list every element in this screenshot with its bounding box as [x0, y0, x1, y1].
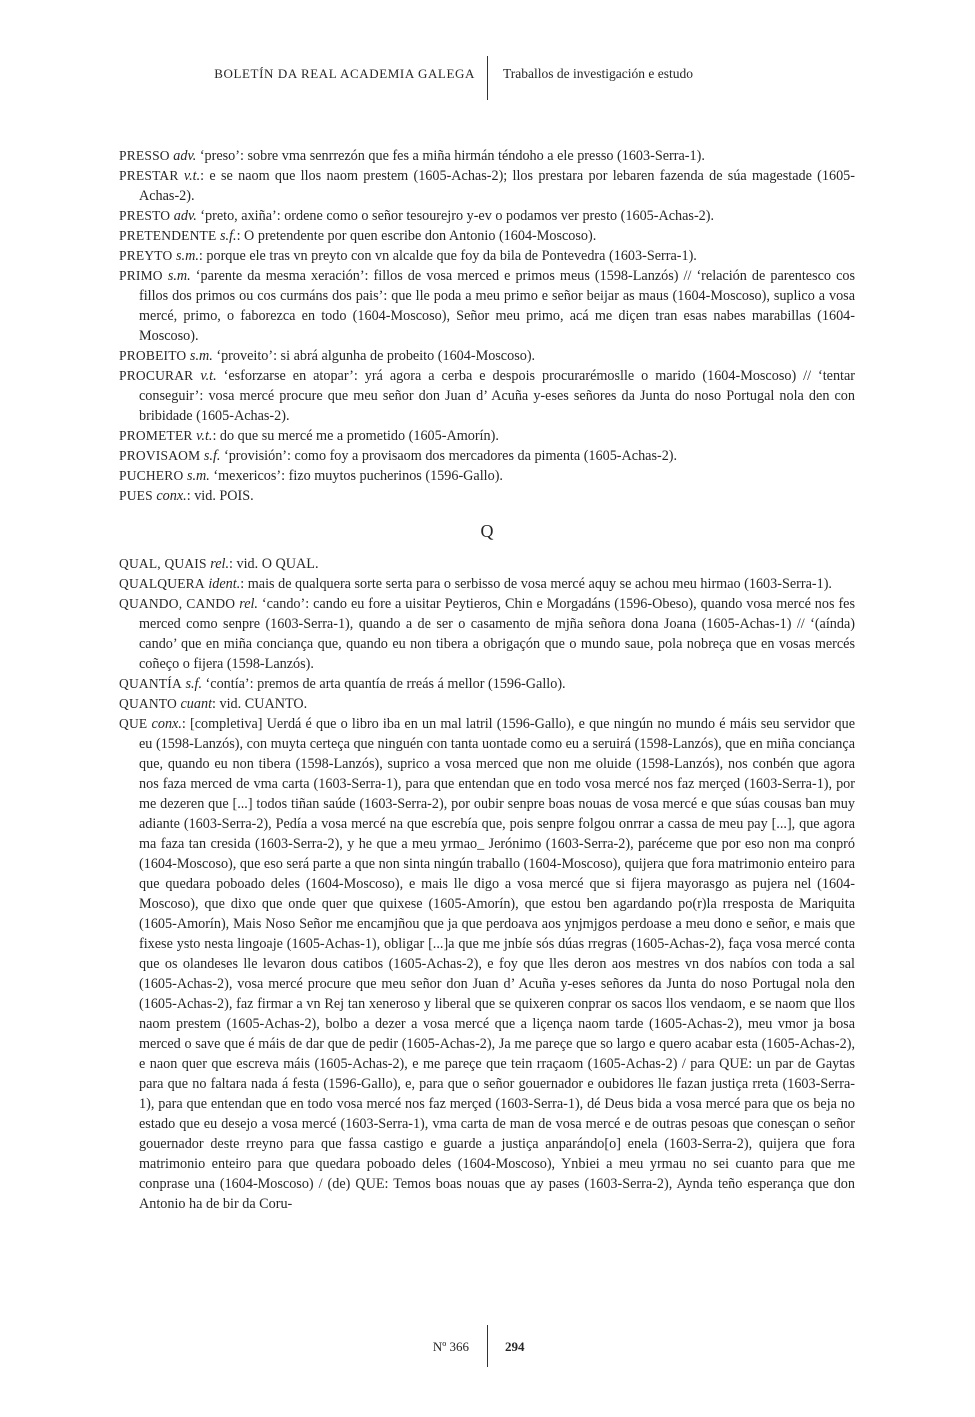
- entry-grammar: v.t.: [196, 428, 213, 444]
- entry-grammar: adv.: [173, 208, 197, 224]
- entry-grammar: v.t.: [183, 168, 201, 184]
- entry-lemma: QUALQUERA: [119, 576, 205, 591]
- entry-lemma: PRESSO: [119, 148, 170, 163]
- entry-definition: : vid. O QUAL.: [229, 556, 319, 572]
- dictionary-entry: [119, 554, 855, 574]
- entry-definition: ‘preto, axiña’: ordene como o señor tesourejro y-ev o podamos ver presto (1605-Achas-2).: [196, 208, 715, 224]
- dictionary-entry: [119, 694, 855, 714]
- entry-lemma: PUCHERO: [119, 468, 184, 483]
- entry-grammar: rel.: [210, 556, 230, 572]
- dictionary-entry: [119, 346, 855, 366]
- entry-grammar: s.f.: [203, 448, 221, 464]
- dictionary-entry: [119, 246, 855, 266]
- entry-definition: : vid. CUANTO.: [212, 696, 308, 712]
- section-letter-heading: Q: [480, 521, 494, 541]
- dictionary-entry: [119, 366, 855, 426]
- page-number: 294: [505, 1339, 525, 1354]
- dictionary-entry: [119, 146, 855, 166]
- entry-grammar: adv.: [173, 148, 197, 164]
- entries-p-list: [119, 146, 855, 506]
- dictionary-entry: [119, 426, 855, 446]
- entry-lemma: PUES: [119, 488, 153, 503]
- page-footer: [0, 1325, 975, 1367]
- dictionary-entry: [119, 594, 855, 674]
- entry-lemma: PROVISAOM: [119, 448, 201, 463]
- entry-lemma: PROBEITO: [119, 348, 187, 363]
- entry-lemma: QUE: [119, 716, 148, 731]
- entry-lemma: PRESTO: [119, 208, 171, 223]
- dictionary-entry: [119, 266, 855, 346]
- entry-grammar: v.t.: [200, 368, 217, 384]
- dictionary-entry: [119, 574, 855, 594]
- entry-definition: : [completiva] Uerdá é que o libro iba en un mal latril (1596-Gallo), e que ningún no mundo é máis seu servidor que eu (1598-Lanzós), con muyta certeça que ninguén con tanta uontade como eu a seruirá (1598-Lanzós), que en miña conciança que, quando eu non tibera (1598-Lanzós), suprico a vosa merced que non me oluide (1598-Lanzós), nos conbén que agora nos faza merced de vma carta (1603-Serra-1), para que entendan que en todo vosa mercé nos faz merçed (1603-Serra-1), por me dezeren que [...] todos tiñan saúde (1603-Serra-2), por oubir senpre boas nouas de vosa mercé e que súas cousas ban muy adiante (1603-Serra-2), Pedía a vosa mercé na que escrebía que, pois senpre folgou onrrar a cassa de meu pay [...], que agora ma faza tan cresida (1603-Serra-2), y he que a meu yrmao_ Jerónimo (1603-Serra-2), paréceme que por eso non ma conpró (1604-Moscoso), que eso será parte a que non sinta ningún traballo (1604-Moscoso), quijera que fora matrimonio enteiro para que quedara poboado deles (1604-Moscoso), e mais lle digo a vosa mercé que si fijera mayorasgo as pujera nel (1604-Moscoso), que dixo que onde quer que quixese (1605-Amorín), que estou ben agardando po(r)la rresposta de Mariquita (1605-Amorín), Mais Noso Señor me encamjñou que ja que perdoava aos ynjmjgos perdoase a meu dono e señor, e mais que fixese ysto nesta lingoaje (1605-Achas-1), obligar [...]a que me jnbíe sós dúas rregras (1605-Achas-2), faça vosa mercé conta que os olandeses lle levaron dous catibos (1605-Achas-2), e foy que lles deron aos mestres vn dos nabíos con toda a sal (1605-Achas-2), vosa mercé procure que meu señor don Juan d’ Acuña y-eses señores da Junta do noso Portugal nola den (1605-Achas-2), faz firmar a vn Rej tan xeneroso y liberal que se quixeren conprar os sacos llos vendaom, e se naom que llos naom prestem (1605-Achas-2), bolbo a dezer a vosa mercé que a liçença naom tarde (1605-Achas-2), meu vmor ja bosa merced o save que é máis de dar que de pedir (1605-Achas-2), Ja me pareçe que so largo e quero acabar esta (1605-Achas-2), e naon quer que escreva máis (1605-Achas-2), e me pareçe que tein rraçaom (1605-Achas-2) / para QUE: un par de Gaytas para que no faltara nada á festa (1596-Gallo), e, para que o señor gouernador e oubidores lle fazan justiça rreta (1603-Serra-1), para que entendan que en todo vosa mercé nos faz merçed (1603-Serra-1), dé Deus bida a vosa mercé para que os beja no estado que eu desejo a vosa mercé (1603-Serra-1), vma carta de man de vosa mercé e de outras pesoas que conesçan o señor gouernador deste rreyno para que fassa castigo e guarde a justiça anparándo[o] enela (1603-Serra-2), quijera que fora matrimonio enteiro para que quedara poboado deles (1604-Moscoso), Ynbiei a meu yrmau no sei cuanto para que me conprase una (1604-Moscoso) / (de) QUE: Temos boas nouas que ay pases (1603-Serra-2), Aynda teño esperança que don Antonio ha de bir da Coru-: [139, 716, 855, 1212]
- entry-grammar: s.m.: [186, 468, 210, 484]
- dictionary-entry: [119, 446, 855, 466]
- entry-lemma: PRETENDENTE: [119, 228, 217, 243]
- entries-q-list: [119, 554, 855, 1214]
- dictionary-entry: [119, 486, 855, 506]
- section-title: Traballos de investigación e estudo: [503, 66, 693, 81]
- page-header: [0, 56, 975, 100]
- entry-definition: : do que su mercé me a prometido (1605-Amorín).: [212, 428, 499, 444]
- footer-divider: [487, 1325, 488, 1367]
- issue-number: Nº 366: [432, 1339, 469, 1354]
- dictionary-entry: [119, 166, 855, 206]
- entry-definition: : porque ele tras vn preyto con vn alcalde que foy da bila de Pontevedra (1603-Serra-1).: [198, 248, 697, 264]
- entry-grammar: conx.: [151, 716, 182, 732]
- entry-grammar: s.m.: [189, 348, 213, 364]
- entry-definition: ‘cando’: cando eu fore a uisitar Peytieros, Chin e Morgadáns (1596-Obeso), quando vosa mercé nos fes merced como senpre (1603-Serra-1), quando a de ser o casamento de mjña señora dona Joana (1605-Achas-1) // ‘(aínda) cando’ que en miña conciança que, quando eu non tibera a obrigaçón que o mundo saue, pola nobreça que en vosas mercés coñeço o fijera (1598-Lanzós).: [139, 596, 856, 672]
- entry-lemma: PROMETER: [119, 428, 193, 443]
- entry-lemma: QUANTÍA: [119, 676, 182, 691]
- entry-definition: ‘contía’: premos de arta quantía de rreás á mellor (1596-Gallo).: [202, 676, 566, 692]
- entry-definition: ‘provisión’: como foy a provisaom dos mercadores da pimenta (1605-Achas-2).: [220, 448, 678, 464]
- header-divider: [487, 56, 488, 100]
- entry-grammar: s.m.: [176, 248, 199, 264]
- entry-definition: : O pretendente por quen escribe don Antonio (1604-Moscoso).: [236, 228, 597, 244]
- entry-lemma: PRESTAR: [119, 168, 179, 183]
- entry-lemma: PROCURAR: [119, 368, 194, 383]
- entry-grammar: cuant: [180, 696, 213, 712]
- entry-grammar: conx.: [156, 488, 187, 504]
- dictionary-entry: [119, 206, 855, 226]
- entry-definition: : e se naom que llos naom prestem (1605-Achas-2); llos prestara por lebaren fazenda de súa magestade (1605-Achas-2).: [139, 168, 855, 204]
- dictionary-entry: [119, 226, 855, 246]
- entry-definition: : mais de qualquera sorte serta para o serbisso de vosa mercé aquy se achou meu hirmao (1603-Serra-1).: [240, 576, 832, 592]
- entry-grammar: s.m.: [167, 268, 191, 284]
- entry-lemma: QUAL, QUAIS: [119, 556, 207, 571]
- entry-grammar: ident.: [208, 576, 241, 592]
- entry-definition: ‘mexericos’: fizo muytos pucherinos (1596-Gallo).: [209, 468, 503, 484]
- entry-lemma: QUANDO, CANDO: [119, 596, 236, 611]
- journal-title: BOLETÍN DA REAL ACADEMIA GALEGA: [214, 66, 475, 81]
- entry-definition: ‘esforzarse en atopar’: yrá agora a cerba e despois procurarémoslle o marido (1604-Moscoso) // ‘tentar conseguir’: vosa mercé procure que meu señor don Juan d’ Acuña y-eses señores da Junta do noso Portugal nola den con bribidade (1605-Achas-2).: [139, 368, 856, 424]
- dictionary-entry: [119, 714, 855, 1214]
- entry-grammar: rel.: [239, 596, 258, 612]
- entry-lemma: QUANTO: [119, 696, 177, 711]
- entry-definition: ‘proveito’: si abrá algunha de probeito (1604-Moscoso).: [212, 348, 536, 364]
- entry-lemma: PREYTO: [119, 248, 173, 263]
- dictionary-body: [119, 146, 855, 1214]
- entry-grammar: s.f.: [220, 228, 237, 244]
- entry-definition: ‘parente da mesma xeración’: fillos de vosa merced e primos meus (1598-Lanzós) // ‘relación de parentesco cos fillos dos primos ou cos curmáns dos pais’: que lle poda a meu primo e señor beijar as maus (1604-Moscoso), suplico a vosa mercé, primo, o faborezca en todo (1604-Moscoso), Señor meu primo, acá me diçen tran esas nabes marabillas (1604-Moscoso).: [139, 268, 855, 344]
- entry-lemma: PRIMO: [119, 268, 163, 283]
- entry-definition: ‘preso’: sobre vma senrrezón que fes a miña hirmán téndoho a ele presso (1603-Serra-1).: [196, 148, 705, 164]
- entry-grammar: s.f.: [185, 676, 202, 692]
- entry-definition: : vid. POIS.: [186, 488, 254, 504]
- dictionary-entry: [119, 466, 855, 486]
- dictionary-entry: [119, 674, 855, 694]
